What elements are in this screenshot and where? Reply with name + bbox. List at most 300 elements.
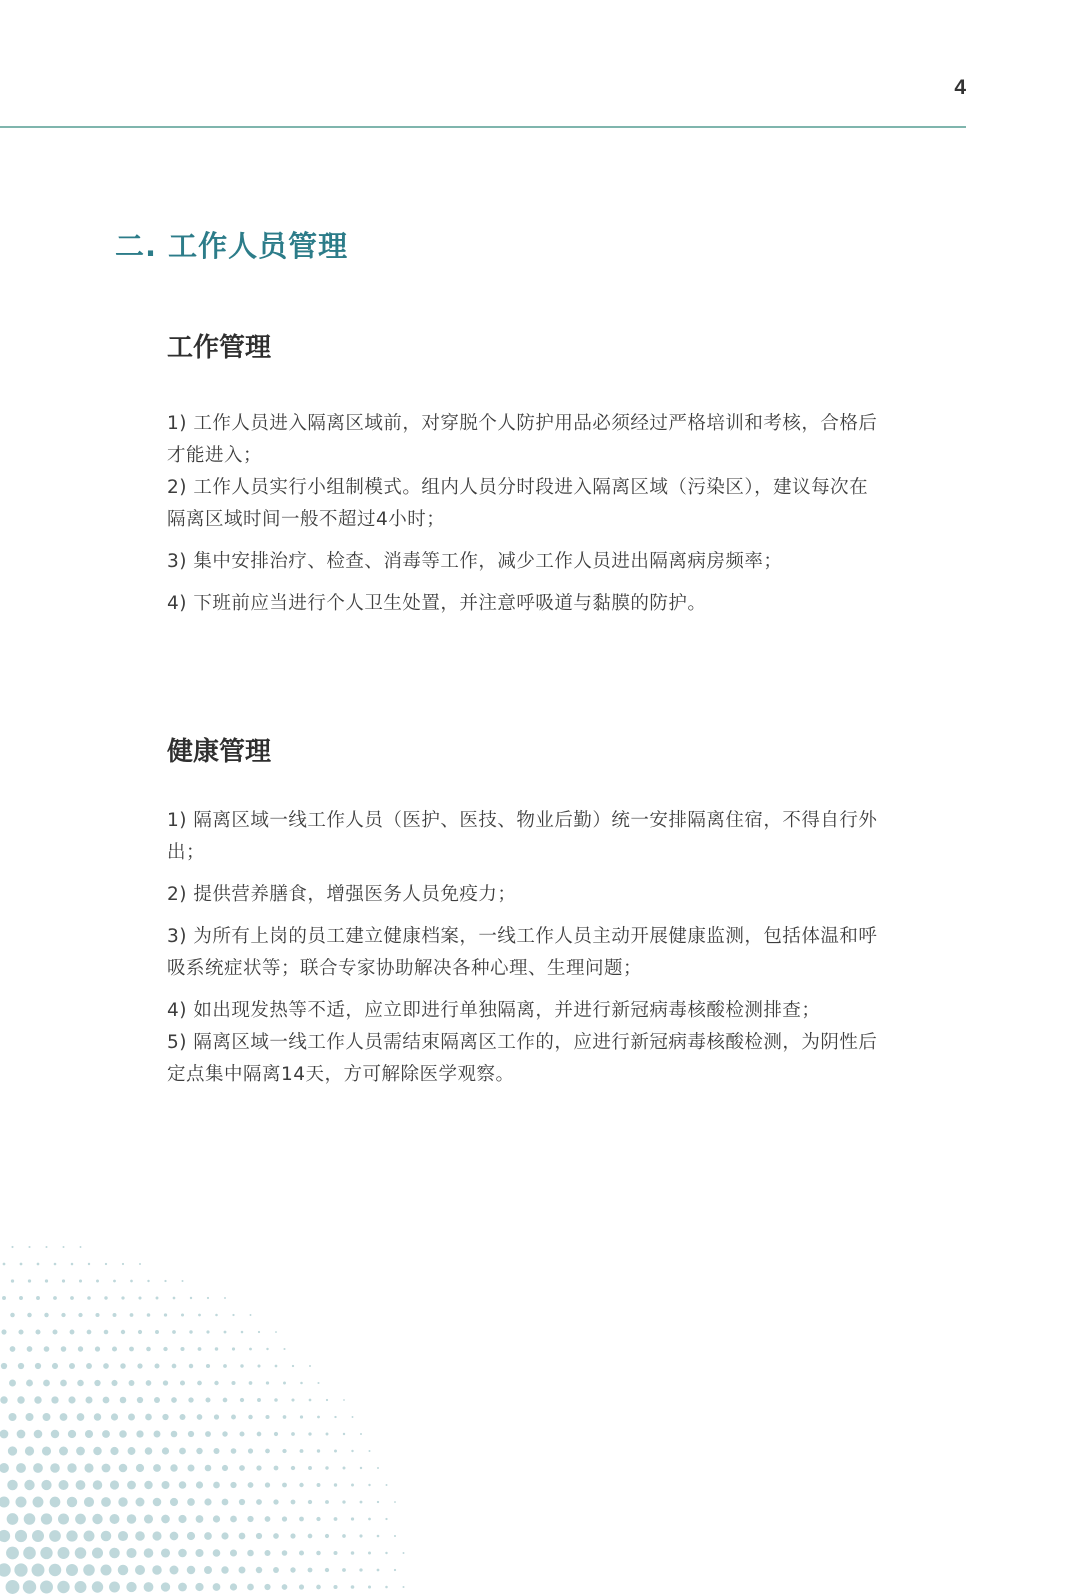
halftone-dot (0, 1496, 10, 1507)
halftone-dot (16, 1463, 26, 1473)
halftone-dot (241, 1331, 244, 1334)
halftone-dot (221, 1566, 228, 1573)
halftone-dot (333, 1551, 337, 1555)
halftone-dot (28, 1279, 31, 1282)
halftone-dot (343, 1433, 345, 1435)
health-management-section (167, 734, 887, 1091)
halftone-dot (190, 1297, 192, 1299)
halftone-dot (403, 1552, 405, 1554)
halftone-dot (87, 1330, 92, 1335)
halftone-dot (162, 1447, 169, 1454)
halftone-dot (43, 1380, 50, 1387)
halftone-dot (386, 1484, 388, 1486)
halftone-dot (33, 1463, 43, 1473)
halftone-dot (77, 1380, 84, 1387)
halftone-dot (334, 1450, 337, 1453)
halftone-dot (0, 1430, 8, 1439)
halftone-dot (101, 1531, 112, 1542)
halftone-dot (283, 1415, 287, 1419)
halftone-dot (161, 1582, 170, 1591)
halftone-dot (282, 1449, 286, 1453)
halftone-dot (84, 1497, 94, 1507)
halftone-dot (7, 1480, 17, 1490)
halftone-dot (139, 1263, 141, 1265)
halftone-dot (104, 1296, 107, 1299)
list-item: 1) 工作人员进入隔离区域前，对穿脱个人防护用品必须经过严格培训和考核，合格后才能进入； (167, 413, 878, 466)
halftone-dot (11, 1246, 13, 1248)
halftone-dot (351, 1484, 354, 1487)
work-management-title: 工作管理 (167, 333, 272, 363)
halftone-dot (195, 1549, 203, 1557)
halftone-dot (205, 1431, 211, 1437)
halftone-dot (135, 1531, 145, 1541)
halftone-dot (24, 1480, 34, 1490)
halftone-dot (299, 1517, 304, 1522)
halftone-dot (368, 1585, 371, 1588)
halftone-dot (282, 1550, 288, 1556)
halftone-dot (163, 1347, 167, 1351)
halftone-dot (28, 1246, 30, 1248)
halftone-dot (15, 1496, 26, 1507)
halftone-dot (121, 1330, 125, 1334)
halftone-dot (187, 1566, 195, 1574)
halftone-dot (240, 1398, 244, 1402)
halftone-dot (300, 1382, 303, 1385)
halftone-dot (155, 1330, 159, 1334)
halftone-dot (154, 1431, 161, 1438)
halftone-dot (79, 1279, 82, 1282)
halftone-dot (87, 1296, 91, 1300)
halftone-dot (138, 1330, 142, 1334)
halftone-dot (113, 1313, 117, 1317)
halftone-dot (75, 1514, 86, 1525)
halftone-dot (265, 1482, 270, 1487)
halftone-dot (130, 1280, 133, 1283)
halftone-dot (43, 1413, 51, 1421)
halftone-dot (152, 1531, 161, 1540)
halftone-dot (26, 1380, 33, 1387)
halftone-dot (18, 1329, 23, 1334)
halftone-dot (164, 1313, 167, 1316)
halftone-dot (239, 1533, 246, 1540)
halftone-dot (213, 1583, 221, 1591)
halftone-dot (170, 1566, 179, 1575)
halftone-dot (239, 1431, 244, 1436)
halftone-dot (110, 1514, 120, 1524)
halftone-dot (144, 1582, 154, 1592)
work-management-list (167, 408, 887, 620)
halftone-dot (308, 1568, 313, 1573)
halftone-dot (198, 1347, 202, 1351)
halftone-dot (88, 1263, 90, 1265)
halftone-dot (273, 1567, 279, 1573)
halftone-dot (120, 1397, 127, 1404)
halftone-dot (17, 1396, 25, 1404)
halftone-dot (377, 1501, 379, 1503)
halftone-dot (178, 1549, 187, 1558)
halftone-dot (35, 1363, 41, 1369)
halftone-dot (171, 1431, 178, 1438)
halftone-dot (360, 1433, 362, 1435)
halftone-dot (223, 1364, 227, 1368)
halftone-dot (179, 1448, 186, 1455)
halftone-dot (343, 1467, 346, 1470)
halftone-dot (53, 1330, 58, 1335)
halftone-dot (213, 1549, 221, 1557)
halftone-dot (187, 1532, 195, 1540)
halftone-dot (109, 1548, 120, 1559)
halftone-dot (369, 1450, 371, 1452)
halftone-dot (290, 1567, 295, 1572)
halftone-dot (17, 1430, 26, 1439)
halftone-dot (93, 1480, 103, 1490)
halftone-dot (282, 1516, 287, 1521)
halftone-dot (93, 1447, 102, 1456)
halftone-dot (214, 1414, 219, 1419)
halftone-dot (129, 1380, 135, 1386)
halftone-dot (213, 1482, 220, 1489)
halftone-dot (196, 1515, 204, 1523)
halftone-dot (163, 1380, 168, 1385)
halftone-dot (224, 1331, 227, 1334)
halftone-dot (57, 1581, 69, 1593)
halftone-dot (84, 1531, 95, 1542)
halftone-dot (1, 1363, 7, 1369)
halftone-dot (130, 1313, 134, 1317)
halftone-dot (8, 1446, 17, 1455)
halftone-dot (152, 1565, 162, 1575)
halftone-dot (249, 1348, 252, 1351)
halftone-dot (197, 1414, 203, 1420)
halftone-dot (137, 1363, 142, 1368)
halftone-dot (239, 1499, 245, 1505)
halftone-dot (221, 1532, 228, 1539)
halftone-dot (162, 1481, 170, 1489)
halftone-dot (0, 1396, 8, 1404)
halftone-dot (274, 1398, 278, 1402)
halftone-dot (145, 1447, 153, 1455)
halftone-dot (377, 1569, 380, 1572)
halftone-dot (51, 1430, 59, 1438)
halftone-dot (11, 1279, 14, 1282)
halftone-dot (213, 1515, 220, 1522)
halftone-dot (62, 1279, 65, 1282)
halftone-dot (110, 1447, 118, 1455)
halftone-dot (205, 1397, 210, 1402)
halftone-dot (258, 1331, 260, 1333)
halftone-dot (24, 1513, 36, 1525)
health-management-title: 健康管理 (167, 737, 272, 767)
halftone-dot (274, 1432, 278, 1436)
halftone-dot (205, 1465, 212, 1472)
halftone-dot (325, 1466, 328, 1469)
halftone-dot (109, 1582, 120, 1593)
halftone-dot (137, 1397, 143, 1403)
halftone-dot (6, 1580, 20, 1594)
halftone-dot (239, 1465, 245, 1471)
halftone-dot (63, 1246, 65, 1248)
halftone-dot (231, 1448, 237, 1454)
halftone-dot (299, 1584, 304, 1589)
halftone-dot (394, 1501, 396, 1503)
halftone-dot (232, 1314, 234, 1316)
halftone-dot (49, 1564, 61, 1576)
halftone-dot (122, 1263, 124, 1265)
halftone-dot (66, 1530, 77, 1541)
halftone-dot (342, 1568, 346, 1572)
halftone-dot (44, 1313, 48, 1317)
halftone-dot (54, 1263, 57, 1266)
halftone-dot (222, 1465, 228, 1471)
halftone-dot (100, 1564, 111, 1575)
halftone-dot (402, 1586, 404, 1588)
halftone-dot (37, 1263, 40, 1266)
halftone-dot (78, 1313, 82, 1317)
halftone-dot (265, 1516, 271, 1522)
halftone-dot (248, 1415, 252, 1419)
halftone-dot (273, 1499, 278, 1504)
list-item: 2) 工作人员实行小组制模式。组内人员分时段进入隔离区域（污染区），建议每次在隔离区域时间一般不超过4小时； (167, 477, 869, 530)
halftone-dot (35, 1329, 40, 1334)
halftone-dot (368, 1552, 371, 1555)
halftone-dot (351, 1517, 354, 1520)
halftone-dot (368, 1518, 371, 1521)
halftone-dot (154, 1397, 160, 1403)
halftone-dot (34, 1396, 41, 1403)
section-title: 二. 工作人员管理 (115, 229, 349, 263)
halftone-dot (256, 1465, 261, 1470)
halftone-dot (282, 1483, 287, 1488)
halftone-dot (127, 1514, 137, 1524)
halftone-dot (2, 1296, 6, 1300)
halftone-dot (68, 1396, 75, 1403)
halftone-dot (129, 1347, 134, 1352)
halftone-dot (283, 1348, 285, 1350)
halftone-dot (317, 1483, 321, 1487)
halftone-dot (213, 1448, 219, 1454)
halftone-dot (60, 1413, 68, 1421)
halftone-dot (128, 1414, 135, 1421)
halftone-dot (265, 1449, 270, 1454)
list-item: 5) 隔离区域一线工作人员需结束隔离区工作的，应进行新冠病毒核酸检测，为阴性后定点集中隔离14天，方可解除医学观察。 (167, 1032, 878, 1085)
halftone-dot (385, 1586, 388, 1589)
halftone-dot (14, 1563, 27, 1576)
halftone-dot (75, 1581, 87, 1593)
halftone-dot (351, 1551, 355, 1555)
halftone-dot (138, 1296, 141, 1299)
halftone-dot (351, 1585, 355, 1589)
halftone-dot (359, 1534, 362, 1537)
halftone-dot (239, 1567, 246, 1574)
halftone-dot (308, 1466, 312, 1470)
halftone-dot (309, 1399, 312, 1402)
halftone-dot (136, 1464, 144, 1472)
halftone-dot (250, 1314, 252, 1316)
halftone-dot (230, 1583, 237, 1590)
halftone-dot (25, 1446, 34, 1455)
halftone-dot-decoration (0, 1156, 470, 1596)
halftone-dot (195, 1583, 203, 1591)
halftone-dot (342, 1500, 345, 1503)
halftone-dot (290, 1533, 295, 1538)
halftone-dot (266, 1381, 269, 1384)
halftone-dot (68, 1430, 76, 1438)
halftone-dot (222, 1431, 227, 1436)
halftone-dot (128, 1447, 136, 1455)
halftone-dot (207, 1297, 209, 1299)
halftone-dot (146, 1380, 152, 1386)
halftone-dot (264, 1550, 270, 1556)
halftone-dot (101, 1497, 111, 1507)
halftone-dot (230, 1516, 237, 1523)
halftone-dot (308, 1534, 313, 1539)
halftone-dot (9, 1380, 16, 1387)
halftone-dot (61, 1346, 67, 1352)
halftone-dot (256, 1533, 262, 1539)
halftone-dot (3, 1263, 6, 1266)
halftone-dot (223, 1398, 228, 1403)
halftone-dot (27, 1346, 33, 1352)
halftone-dot (111, 1380, 117, 1386)
halftone-dot (189, 1330, 192, 1333)
halftone-dot (351, 1450, 353, 1452)
halftone-dot (0, 1563, 11, 1576)
work-management-section (167, 330, 887, 620)
halftone-dot (102, 1464, 111, 1473)
halftone-dot (67, 1497, 77, 1507)
halftone-dot (144, 1548, 154, 1558)
halftone-dot (394, 1535, 396, 1537)
halftone-dot (110, 1480, 119, 1489)
halftone-dot (118, 1531, 128, 1541)
halftone-dot (204, 1532, 212, 1540)
halftone-dot (231, 1381, 235, 1385)
halftone-dot (84, 1463, 93, 1472)
halftone-dot (248, 1448, 253, 1453)
list-item: 4) 如出现发热等不适，应立即进行单独隔离，并进行新冠病毒核酸检测排查； (167, 1000, 821, 1021)
halftone-dot (19, 1296, 23, 1300)
halftone-dot (50, 1463, 60, 1473)
halftone-dot (45, 1246, 47, 1248)
halftone-dot (215, 1314, 218, 1317)
halftone-dot (135, 1565, 145, 1575)
halftone-dot (20, 1263, 23, 1266)
halftone-dot (92, 1547, 103, 1558)
halftone-dot (333, 1585, 337, 1589)
halftone-dot (121, 1296, 124, 1299)
halftone-dot (33, 1497, 44, 1508)
halftone-dot (230, 1549, 237, 1556)
halftone-dot (325, 1534, 329, 1538)
halftone-dot (50, 1497, 61, 1508)
halftone-dot (112, 1346, 117, 1351)
halftone-dot (292, 1365, 294, 1367)
halftone-dot (274, 1466, 279, 1471)
halftone-dot (86, 1397, 93, 1404)
halftone-dot (187, 1498, 195, 1506)
halftone-dot (342, 1534, 346, 1538)
halftone-dot (40, 1581, 53, 1594)
halftone-dot (291, 1500, 296, 1505)
header-divider (0, 126, 966, 128)
halftone-dot (32, 1564, 45, 1577)
halftone-dot (230, 1482, 236, 1488)
halftone-dot (240, 1364, 243, 1367)
halftone-dot (66, 1564, 78, 1576)
halftone-dot (257, 1364, 260, 1367)
halftone-dot (70, 1296, 74, 1300)
halftone-dot (247, 1516, 253, 1522)
halftone-dot (18, 1363, 24, 1369)
halftone-dot (41, 1513, 52, 1524)
halftone-dot (95, 1346, 100, 1351)
halftone-dot (23, 1547, 36, 1560)
halftone-dot (76, 1480, 86, 1490)
halftone-dot (206, 1364, 210, 1368)
halftone-dot (95, 1313, 99, 1317)
halftone-dot (377, 1467, 379, 1469)
halftone-dot (161, 1548, 170, 1557)
halftone-dot (308, 1432, 311, 1435)
halftone-dot (248, 1482, 254, 1488)
halftone-dot (32, 1530, 44, 1542)
list-item: 1) 隔离区域一线工作人员（医护、医技、物业后勤）统一安排隔离住宿，不得自行外出； (167, 810, 878, 863)
halftone-dot (181, 1280, 183, 1282)
halftone-dot (170, 1498, 178, 1506)
halftone-dot (196, 1448, 202, 1454)
halftone-dot (180, 1380, 185, 1385)
halftone-dot (334, 1517, 338, 1521)
halftone-dot (34, 1430, 43, 1439)
halftone-dot (257, 1432, 262, 1437)
halftone-dot (70, 1330, 75, 1335)
halftone-dot (282, 1584, 288, 1590)
halftone-dot (325, 1500, 329, 1504)
halftone-dot (111, 1413, 118, 1420)
halftone-dot (291, 1398, 294, 1401)
halftone-dot (215, 1347, 218, 1350)
halftone-dot (214, 1381, 218, 1385)
halftone-dot (325, 1568, 329, 1572)
halftone-dot (317, 1449, 320, 1452)
halftone-dot (309, 1365, 311, 1367)
halftone-dot (162, 1414, 168, 1420)
halftone-dot (71, 1263, 74, 1266)
halftone-dot (25, 1413, 33, 1421)
halftone-dot (75, 1547, 87, 1559)
halftone-dot (7, 1513, 19, 1525)
halftone-dot (146, 1347, 151, 1352)
health-management-list (167, 805, 887, 1091)
halftone-dot (171, 1397, 177, 1403)
halftone-dot (67, 1463, 76, 1472)
halftone-dot (83, 1564, 95, 1576)
halftone-dot (58, 1480, 68, 1490)
halftone-dot (49, 1530, 61, 1542)
halftone-dot (172, 1364, 177, 1369)
halftone-dot (172, 1330, 176, 1334)
halftone-dot (249, 1381, 253, 1385)
halftone-dot (180, 1414, 186, 1420)
halftone-dot (256, 1499, 262, 1505)
halftone-dot (58, 1513, 69, 1524)
halftone-dot (53, 1296, 57, 1300)
halftone-dot (224, 1297, 226, 1299)
halftone-dot (352, 1416, 354, 1418)
halftone-dot (181, 1313, 184, 1316)
halftone-dot (94, 1380, 100, 1386)
halftone-dot (232, 1347, 235, 1350)
